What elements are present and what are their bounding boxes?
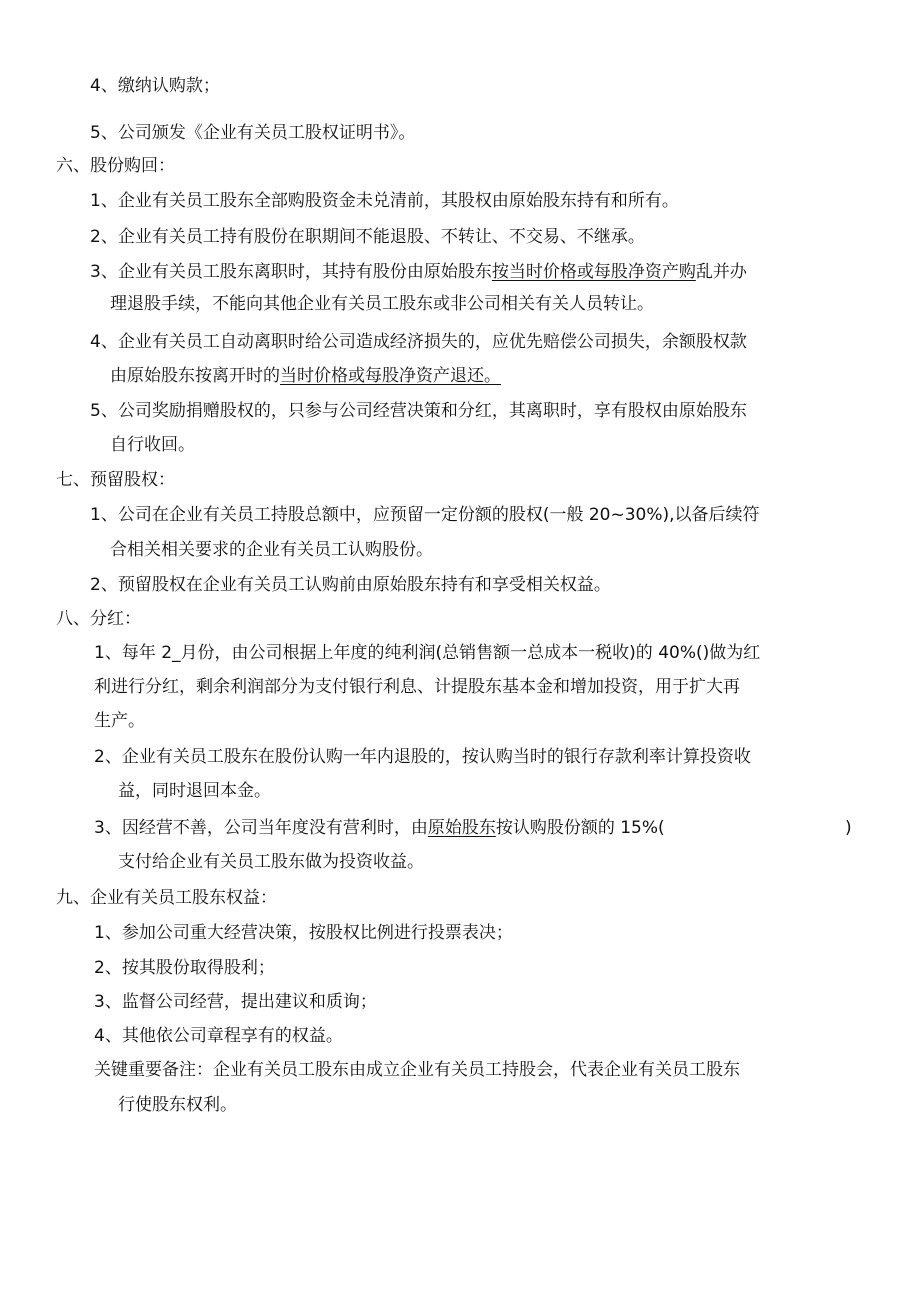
section-heading-dividends: 八、分红：: [56, 609, 141, 629]
section-heading-shareholder-rights: 九、企业有关员工股东权益：: [56, 888, 277, 908]
buyback-item-5: 5、公司奖励捐赠股权的，只参与公司经营决策和分红，其离职时，享有股权由原始股东: [90, 401, 747, 421]
rights-item-4: 4、其他依公司章程享有的权益。: [94, 1026, 343, 1046]
section-heading-reserved-equity: 七、预留股权：: [56, 470, 175, 490]
buyback-item-4-text: 由原始股东按离开时的: [110, 366, 280, 386]
rights-item-1: 1、参加公司重大经营决策，按股权比例进行投票表决；: [94, 923, 513, 943]
dividends-item-1-continued-2: 生产。: [94, 711, 145, 731]
buyback-item-4-underlined: 当时价格或每股净资产退还。: [280, 366, 501, 386]
reserved-equity-item-2: 2、预留股权在企业有关员工认购前由原始股东持有和享受相关权益。: [90, 575, 611, 595]
buyback-item-3-text: 3、企业有关员工股东离职时，其持有股份由原始股东: [90, 262, 492, 282]
buyback-item-3: [90, 260, 747, 284]
buyback-item-1: 1、企业有关员工股东全部购股资金未兑清前，其股权由原始股东持有和所有。: [90, 191, 679, 211]
rights-item-2: 2、按其股份取得股利；: [94, 958, 275, 978]
buyback-item-3-tail: 乱并办: [695, 262, 747, 282]
reserved-equity-item-1: 1、公司在企业有关员工持股总额中，应预留一定份额的股权(一般 20~30%),以备后续符: [90, 505, 760, 525]
pay-subscription-item: 4、缴纳认购款；: [90, 76, 220, 96]
buyback-item-3-underlined: 按当时价格或每股净资产购: [491, 262, 696, 282]
dividends-item-3-tail: 按认购股份额的 15%(: [495, 818, 665, 838]
dividends-item-3-close-paren: ): [845, 818, 852, 838]
reserved-equity-item-1-continued: 合相关相关要求的企业有关员工认购股份。: [110, 540, 433, 560]
key-note-continued: 行使股东权利。: [118, 1095, 237, 1115]
dividends-item-3-continued: 支付给企业有关员工股东做为投资收益。: [118, 852, 424, 872]
buyback-item-4-continued: [110, 364, 501, 388]
buyback-item-4: 4、企业有关员工自动离职时给公司造成经济损失的，应优先赔偿公司损失，余额股权款: [90, 332, 747, 352]
buyback-item-3-continued: 理退股手续，不能向其他企业有关员工股东或非公司相关有关人员转让。: [110, 294, 654, 314]
buyback-item-5-continued: 自行收回。: [110, 435, 195, 455]
dividends-item-3: [94, 816, 665, 840]
dividends-item-3-underlined: 原始股东: [427, 818, 496, 838]
key-note: 关键重要备注：企业有关员工股东由成立企业有关员工持股会，代表企业有关员工股东: [94, 1060, 740, 1080]
buyback-item-2: 2、企业有关员工持有股份在职期间不能退股、不转让、不交易、不继承。: [90, 227, 645, 247]
section-heading-buyback: 六、股份购回：: [56, 156, 175, 176]
rights-item-3: 3、监督公司经营，提出建议和质询；: [94, 992, 377, 1012]
dividends-item-2-continued: 益，同时退回本金。: [118, 781, 271, 801]
dividends-item-2: 2、企业有关员工股东在股份认购一年内退股的，按认购当时的银行存款利率计算投资收: [94, 747, 751, 767]
dividends-item-1-continued-1: 利进行分红，剩余利润部分为支付银行利息、计提股东基本金和增加投资，用于扩大再: [94, 677, 740, 697]
certificate-item: 5、公司颁发《企业有关员工股权证明书》。: [90, 123, 416, 143]
dividends-item-1: 1、每年 2_月份，由公司根据上年度的纯利润(总销售额一总成本一税收)的 40%()做为红: [94, 643, 761, 663]
dividends-item-3-text: 3、因经营不善，公司当年度没有营利时，由: [94, 818, 428, 838]
